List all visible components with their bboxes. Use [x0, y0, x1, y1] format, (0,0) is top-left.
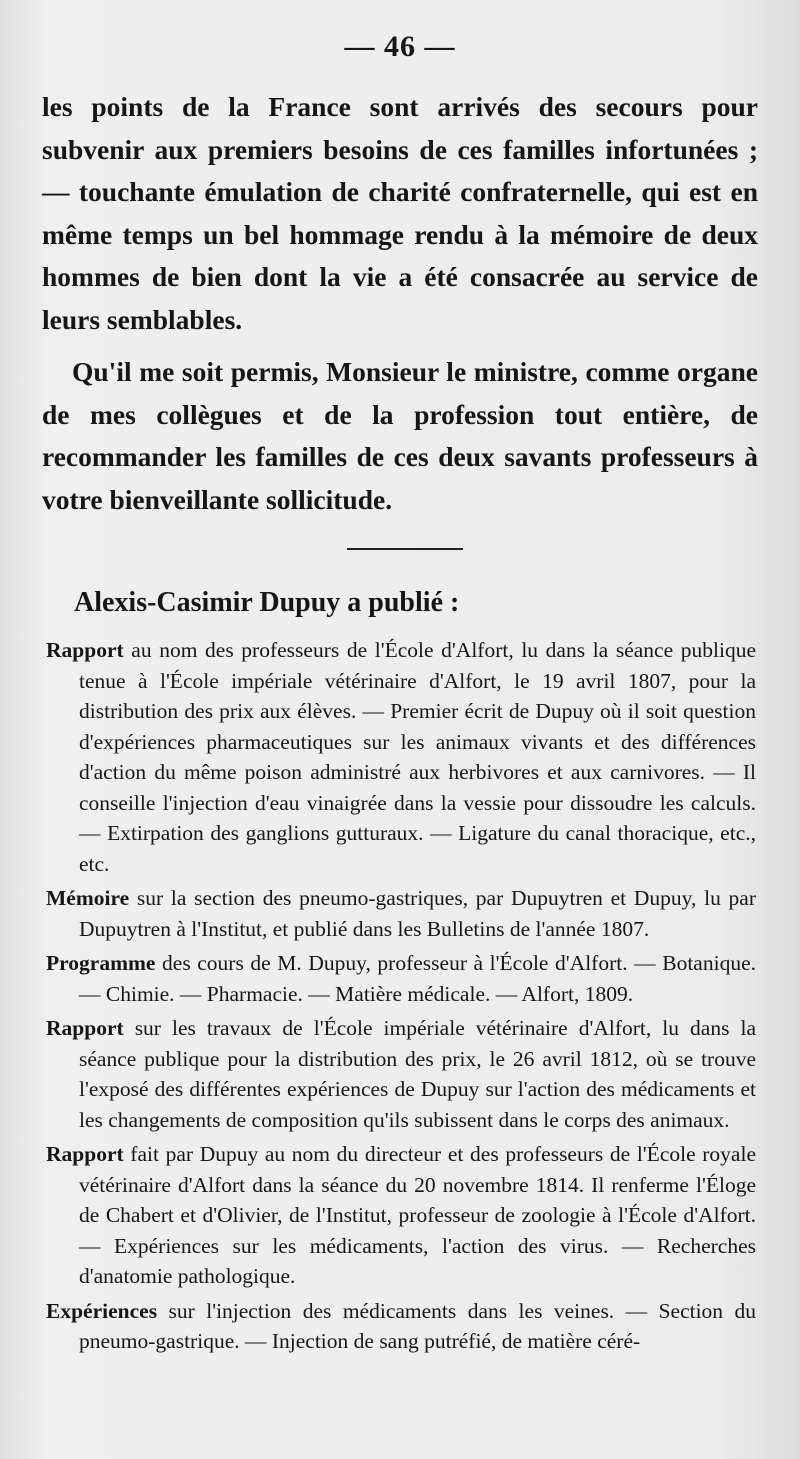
publication-text: sur les travaux de l'École impériale vétérinaire d'Alfort, lu dans la séance publique pour la distribution des prix, le 26 avril 1812, où se trouve l'exposé des différentes expériences de Dupuy sur l'action des médicaments et les changements de composition qu'ils subissent dans le corps des animaux. [79, 1016, 756, 1132]
body-text [42, 86, 758, 521]
publication-text: fait par Dupuy au nom du directeur et des professeurs de l'École royale vétérinaire d'Alfort dans la séance du 20 novembre 1814. Il renferme l'Éloge de Chabert et d'Olivier, de l'Institut, professeur de zoologie à l'École d'Alfort. — Expériences sur les médicaments, l'action des virus. — Recherches d'anatomie pathologique. [79, 1142, 756, 1288]
publication-entry [46, 635, 756, 879]
publication-entry [46, 1013, 756, 1135]
section-heading: Alexis-Casimir Dupuy a publié : [74, 587, 460, 618]
paragraph-1: les points de la France sont arrivés des secours pour subvenir aux premiers besoins de ces familles infortunées ; — touchante émulation de charité confraternelle, qui est en même temps un bel hommage rendu à la mémoire de deux hommes de bien dont la vie a été consacrée au service de leurs semblables. [42, 91, 758, 335]
publication-text: sur l'injection des médicaments dans les veines. — Section du pneumo-gastrique. — Injection de sang putréfié, de matière céré- [79, 1298, 756, 1353]
publication-text: des cours de M. Dupuy, professeur à l'École d'Alfort. — Botanique. — Chimie. — Pharmacie. — Matière médicale. — Alfort, 1809. [79, 951, 756, 1006]
page-number: — 46 — [344, 30, 456, 63]
section-divider [347, 548, 463, 550]
publication-entry [46, 948, 756, 1009]
paragraph-2: Qu'il me soit permis, Monsieur le ministre, comme organe de mes collègues et de la profession tout entière, de recommander les familles de ces deux savants professeurs à votre bienveillante sollicitude. [42, 356, 758, 515]
publication-lead: Rapport [46, 638, 124, 662]
publication-entry [46, 1139, 756, 1292]
publication-lead: Rapport [46, 1016, 124, 1040]
publication-entry [46, 1296, 756, 1357]
publication-lead: Programme [46, 951, 156, 975]
publication-lead: Expériences [46, 1298, 158, 1323]
publication-text: au nom des professeurs de l'École d'Alfort, lu dans la séance publique tenue à l'École impériale vétérinaire d'Alfort, le 19 avril 1807, pour la distribution des prix aux élèves. — Premier écrit de Dupuy où il soit question d'expériences pharmaceutiques sur les animaux vivants et des différences d'action du même poison administré aux herbivores et aux carnivores. — Il conseille l'injection d'eau vinaigrée dans la vessie pour dissoudre les calculs. — Extirpation des ganglions gutturaux. — Ligature du canal thoracique, etc., etc. [79, 638, 756, 876]
publication-text: sur la section des pneumo-gastriques, par Dupuytren et Dupuy, lu par Dupuytren à l'Institut, et publié dans les Bulletins de l'année 1807. [79, 886, 756, 941]
publication-list [46, 635, 756, 1357]
publication-lead: Mémoire [46, 886, 130, 910]
publication-lead: Rapport [46, 1142, 124, 1166]
publication-entry [46, 883, 756, 944]
